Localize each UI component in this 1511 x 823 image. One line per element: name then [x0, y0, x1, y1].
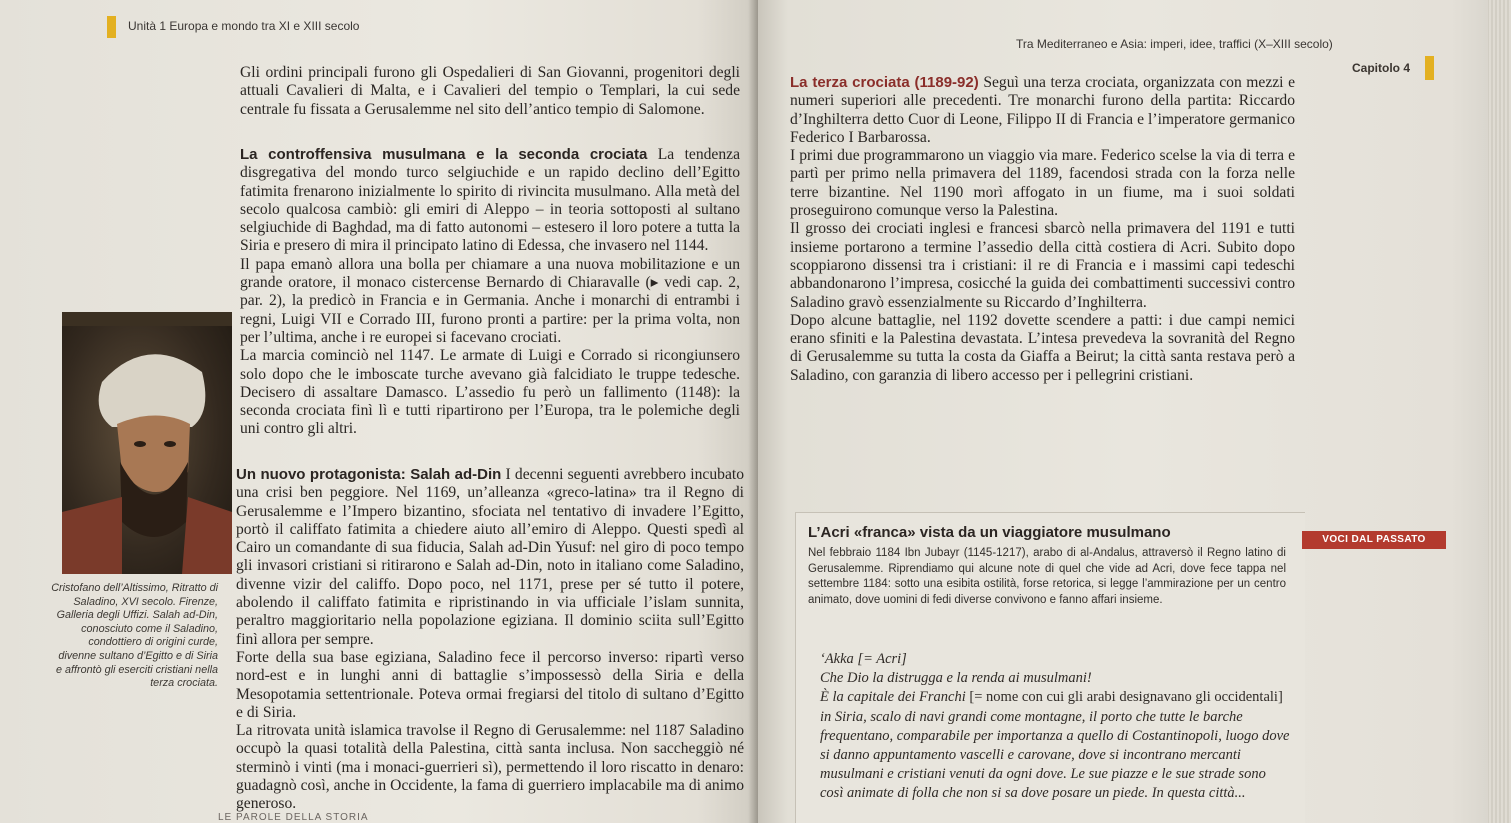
sec3-par2: I primi due programmarono un viaggio via mare. Federico scelse la via di terra e partì per primo nella primavera del 1189, facendosi strada con la forza nelle terre bizantine. Nel 1190 morì affogato in un fiume, ma i suoi soldati proseguirono comunque verso la Palestina. [790, 147, 1295, 220]
right-running-head: Tra Mediterraneo e Asia: imperi, idee, traffici (X–XIII secolo) [1016, 37, 1333, 51]
box-quote [820, 650, 1290, 804]
sec1-par1: La tendenza disgregativa del mondo turco selgiuchide e un rapido declino dell’Egitto fatimita frenarono inizialmente lo spirito di rivincita musulmano. Alla metà del secolo qualcosa cambiò: gli emiri di Aleppo – in teoria sottoposti al sultano selgiuchide di Baghdad, ma di fatto autonomi – estesero il loro potere a tutta la Siria e presero di mira il principato latino di Edessa, che invasero nel 1144. [240, 146, 740, 255]
box-title: L’Acri «franca» vista da un viaggiatore musulmano [808, 524, 1171, 541]
sec1-par3: La marcia cominciò nel 1147. Le armate di Luigi e Corrado si ricongiunsero solo dopo che le imboscate turche avevano già falcidiato le truppe tedesche. Decisero di assaltare Damasco. L’assedio fu però un fallimento (1148): la seconda crociata finì lì e tutti ripartirono per l’Europa, tra le polemiche degli uni contro gli altri. [240, 347, 740, 438]
chapter-label: Capitolo 4 [1352, 61, 1411, 75]
portrait-caption: Cristofano dell’Altissimo, Ritratto di Saladino, XVI secolo. Firenze, Galleria degli Uffizi. Salah ad-Din, conosciuto come il Saladino, condottiero di origini curde, divenne sultano d’Egitto e di Siria e affrontò gli eserciti cristiani nella terza crociata. [51, 582, 218, 690]
sec2-heading: Un nuovo protagonista: Salah ad-Din [236, 466, 502, 483]
quote-line-1: ‘Akka [= Acri] [820, 651, 907, 667]
unit-marker [107, 16, 116, 38]
sec3-par3: Il grosso dei crociati inglesi e francesi sbarcò nella primavera del 1191 e tutti insieme portarono a termine l’assedio della città costiera di Acri. Subito dopo scoppiarono dissensi tra i cristiani: il re di Francia e i massimi capi tedeschi abbandonarono l’impresa, cosicché la guida dei combattimenti successivi contro Saladino gravò essenzialmente su Riccardo d’Inghilterra. [790, 220, 1295, 311]
box-tag: VOCI DAL PASSATO [1302, 531, 1446, 549]
section-second-crusade [240, 146, 740, 439]
quote-line-3b: [= nome con cui gli arabi designavano gli occidentali] [969, 689, 1283, 706]
sec3-heading: La terza crociata (1189-92) [790, 74, 979, 91]
sec3-par4: Dopo alcune battaglie, nel 1192 dovette scendere a patti: i due campi nemici erano sfiniti e la Palestina devastata. L’intesa prevedeva la sovranità del Regno di Gerusalemme su tutta la costa da Giaffa a Beirut; la città santa restava però a Saladino, con garanzia di libero accesso per i pellegrini cristiani. [790, 311, 1295, 384]
section-saladin [236, 466, 744, 814]
quote-line-2: Che Dio la distrugga e la renda ai musulmani! [820, 670, 1092, 687]
chapter-marker [1425, 56, 1434, 80]
sec2-par1: I decenni seguenti avrebbero incubato una crisi ben peggiore. Nel 1169, un’alleanza «greco-latina» tra il Regno di Gerusalemme e l’Impero bizantino, sfociata nel tentativo di invadere l’Egitto, portò il califfato fatimita a chiedere aiuto all’emiro di Aleppo. Questi spedì al Cairo un comandante di sua fiducia, Salah ad-Din Yusuf: nel giro di poco tempo gli invasori cristiani si ritirarono e Salah ad-Din, noto in italiano come Saladino, divenne vizir del califfo. Dopo poco, nel 1171, prese per sé tutto il potere, abolendo il califfato fatimita e ripristinando in via ufficiale l’islam sunnita, peraltro maggioritario nella popolazione egiziana. Il dominio sciita sull’Egitto finì allora per sempre. [236, 466, 744, 648]
sec2-par2: Forte della sua base egiziana, Saladino fece il percorso inverso: ripartì verso nord-est e in lunghi anni di battaglie s’impossessò della Siria e della Mesopotamia settentrionale. Poteva ormai fregiarsi del titolo di sultano d’Egitto e di Siria. [236, 648, 744, 721]
box-intro: Nel febbraio 1184 Ibn Jubayr (1145-1217), arabo di al-Andalus, attraversò il Regno latino di Gerusalemme. Riprendiamo qui alcune note di quel che vide ad Acri, dove fece tappa nel settembre 1184: sotto una esibita ostilità, forse retorica, si legge l’ammirazione per un centro animato, dove uomini di fedi diverse convivono e fanno affari insieme. [808, 547, 1286, 606]
sec3-par1: Seguì una terza crociata, organizzata con mezzi e numeri superiori alle precedenti. Tre monarchi furono della partita: Riccardo d’Inghilterra detto Cuor di Leone, Filippo II di Francia e l’imperatore germanico Federico I Barbarossa. [790, 74, 1295, 146]
quote-line-3c: in Siria, scalo di navi grandi come montagne, il porto che tutte le barche frequentano, comparabile per importanza a quello di Costantinopoli, luogo dove si danno appuntamento vascelli e carovane, dove si incontrano mercanti musulmani e cristiani venuti da ogni dove. Le sue piazze e le sue strade sono così animate di folla che non si sa dove posare un piede. In questa città... [820, 708, 1290, 802]
sec2-par3: La ritrovata unità islamica travolse il Regno di Gerusalemme: nel 1187 Saladino occupò la quasi totalità della Palestina, città santa inclusa. Non saccheggiò né sterminò i vinti (ma i monaci-guerrieri sì), permettendo il loro riscatto in denaro: guadagnò così, anche in Occidente, la fama di guerriero implacabile ma di animo generoso. [236, 722, 744, 813]
footer-label: LE PAROLE DELLA STORIA [218, 812, 369, 823]
saladin-portrait [62, 312, 232, 574]
sec1-heading: La controffensiva musulmana e la seconda crociata [240, 146, 648, 163]
section-third-crusade [790, 74, 1295, 385]
left-running-head: Unità 1 Europa e mondo tra XI e XIII secolo [128, 19, 360, 33]
quote-line-3a: È la capitale dei Franchi [820, 689, 966, 706]
sec1-par2: Il papa emanò allora una bolla per chiamare a una nuova mobilitazione e un grande oratore, il monaco cistercense Bernardo di Chiaravalle (▸ vedi cap. 2, par. 2), la predicò in Francia e in Germania. Anche i monarchi di entrambi i regni, Luigi VII e Corrado III, furono pronti a partire: per la prima volta, non per l’ultima, anche i re europei si facevano crociati. [240, 255, 740, 346]
intro-paragraph [240, 64, 740, 119]
page-edges [1488, 0, 1511, 823]
intro-text: Gli ordini principali furono gli Ospedalieri di San Giovanni, progenitori degli attuali Cavalieri di Malta, e i Cavalieri del tempio o Templari, la cui sede centrale fu fissata a Gerusalemme nel sito dell’antico tempio di Salomone. [240, 64, 740, 118]
